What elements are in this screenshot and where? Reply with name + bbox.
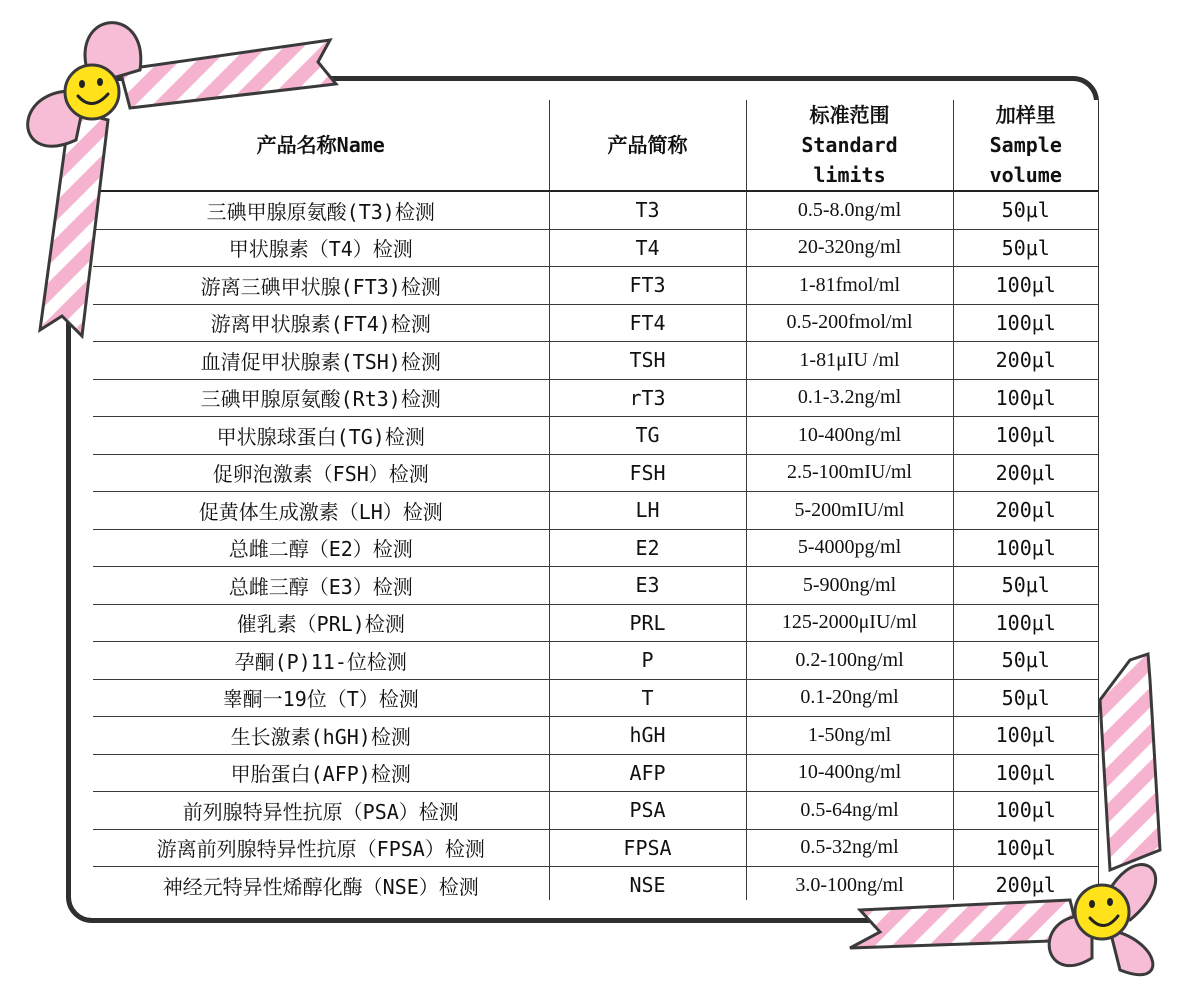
product-abbr-cell: FSH: [549, 454, 746, 492]
sample-volume-cell: 200μl: [953, 454, 1098, 492]
table-row: [93, 529, 1098, 567]
sample-volume-cell: 100μl: [953, 829, 1098, 867]
standard-limit-cell: 5-900ng/ml: [746, 567, 953, 605]
product-name-cell: 甲状腺球蛋白(TG)检测: [93, 417, 549, 455]
product-abbr-cell: rT3: [549, 379, 746, 417]
product-abbr-cell: T3: [549, 191, 746, 229]
standard-limit-cell: 10-400ng/ml: [746, 417, 953, 455]
sample-volume-cell: 100μl: [953, 304, 1098, 342]
product-abbr-cell: FPSA: [549, 829, 746, 867]
standard-limit-cell: 0.5-8.0ng/ml: [746, 191, 953, 229]
product-name-cell: 促卵泡激素（FSH）检测: [93, 454, 549, 492]
product-name-cell: 促黄体生成激素（LH）检测: [93, 492, 549, 530]
product-abbr-cell: hGH: [549, 717, 746, 755]
sample-volume-cell: 100μl: [953, 754, 1098, 792]
bow-icon: [830, 640, 1190, 1000]
standard-limit-cell: 20-320ng/ml: [746, 229, 953, 267]
product-abbr-cell: E3: [549, 567, 746, 605]
product-abbr-cell: FT4: [549, 304, 746, 342]
product-name-cell: 总雌二醇（E2）检测: [93, 529, 549, 567]
table-row: [93, 417, 1098, 455]
product-name-cell: 游离三碘甲状腺(FT3)检测: [93, 267, 549, 305]
sample-volume-cell: 200μl: [953, 342, 1098, 380]
standard-limit-cell: 1-50ng/ml: [746, 717, 953, 755]
standard-limit-cell: 0.5-64ng/ml: [746, 792, 953, 830]
product-abbr-cell: LH: [549, 492, 746, 530]
sample-volume-cell: 100μl: [953, 717, 1098, 755]
sample-volume-cell: 100μl: [953, 267, 1098, 305]
product-name-cell: 睾酮一19位（T）检测: [93, 679, 549, 717]
standard-limit-cell: 5-200mIU/ml: [746, 492, 953, 530]
header-volume-line-2: Sample: [989, 133, 1062, 157]
product-name-cell: 甲胎蛋白(AFP)检测: [93, 754, 549, 792]
product-name-cell: 催乳素（PRL)检测: [93, 604, 549, 642]
header-limits-line-2: Standard: [801, 133, 898, 157]
table-row: [93, 454, 1098, 492]
header-limits-line-3: limits: [813, 163, 886, 187]
standard-limit-cell: 0.5-32ng/ml: [746, 829, 953, 867]
header-volume-line-1: 加样里: [995, 103, 1056, 127]
product-abbr-cell: TG: [549, 417, 746, 455]
sample-volume-cell: 50μl: [953, 191, 1098, 229]
sample-volume-cell: 50μl: [953, 567, 1098, 605]
header-volume: [953, 100, 1098, 191]
sample-volume-cell: 100μl: [953, 604, 1098, 642]
standard-limit-cell: 125-2000μIU/ml: [746, 604, 953, 642]
header-abbr: [549, 100, 746, 191]
product-abbr-cell: T4: [549, 229, 746, 267]
standard-limit-cell: 5-4000pg/ml: [746, 529, 953, 567]
product-name-cell: 游离甲状腺素(FT4)检测: [93, 304, 549, 342]
product-abbr-cell: AFP: [549, 754, 746, 792]
table-row: [93, 379, 1098, 417]
table-row: [93, 492, 1098, 530]
product-abbr-cell: PSA: [549, 792, 746, 830]
standard-limit-cell: 3.0-100ng/ml: [746, 867, 953, 901]
header-abbr-line: 产品简称: [607, 133, 688, 157]
header-limits: [746, 100, 953, 191]
product-name-cell: 血清促甲状腺素(TSH)检测: [93, 342, 549, 380]
header-limits-line-1: 标准范围: [809, 103, 890, 127]
product-name-cell: 总雌三醇（E3）检测: [93, 567, 549, 605]
product-name-cell: 三碘甲腺原氨酸(Rt3)检测: [93, 379, 549, 417]
product-abbr-cell: T: [549, 679, 746, 717]
product-abbr-cell: P: [549, 642, 746, 680]
product-name-cell: 生长激素(hGH)检测: [93, 717, 549, 755]
product-abbr-cell: TSH: [549, 342, 746, 380]
sample-volume-cell: 100μl: [953, 529, 1098, 567]
sample-volume-cell: 50μl: [953, 679, 1098, 717]
sample-volume-cell: 100μl: [953, 417, 1098, 455]
sample-volume-cell: 200μl: [953, 492, 1098, 530]
product-name-cell: 前列腺特异性抗原（PSA）检测: [93, 792, 549, 830]
header-volume-line-3: volume: [989, 163, 1062, 187]
product-name-cell: 三碘甲腺原氨酸(T3)检测: [93, 191, 549, 229]
bow-icon: [0, 0, 360, 360]
table-row: [93, 567, 1098, 605]
standard-limit-cell: 10-400ng/ml: [746, 754, 953, 792]
product-abbr-cell: NSE: [549, 867, 746, 901]
product-name-cell: 神经元特异性烯醇化酶（NSE）检测: [93, 867, 549, 901]
standard-limit-cell: 0.1-3.2ng/ml: [746, 379, 953, 417]
sample-volume-cell: 50μl: [953, 642, 1098, 680]
standard-limit-cell: 0.2-100ng/ml: [746, 642, 953, 680]
sample-volume-cell: 100μl: [953, 792, 1098, 830]
standard-limit-cell: 1-81fmol/ml: [746, 267, 953, 305]
product-name-cell: 孕酮(P)11-位检测: [93, 642, 549, 680]
product-abbr-cell: E2: [549, 529, 746, 567]
sample-volume-cell: 50μl: [953, 229, 1098, 267]
sample-volume-cell: 200μl: [953, 867, 1098, 901]
header-name-line: 产品名称Name: [256, 133, 385, 157]
product-abbr-cell: PRL: [549, 604, 746, 642]
product-name-cell: 游离前列腺特异性抗原（FPSA）检测: [93, 829, 549, 867]
product-abbr-cell: FT3: [549, 267, 746, 305]
standard-limit-cell: 1-81μIU /ml: [746, 342, 953, 380]
standard-limit-cell: 2.5-100mIU/ml: [746, 454, 953, 492]
sample-volume-cell: 100μl: [953, 379, 1098, 417]
table-row: [93, 604, 1098, 642]
product-name-cell: 甲状腺素（T4）检测: [93, 229, 549, 267]
standard-limit-cell: 0.5-200fmol/ml: [746, 304, 953, 342]
standard-limit-cell: 0.1-20ng/ml: [746, 679, 953, 717]
